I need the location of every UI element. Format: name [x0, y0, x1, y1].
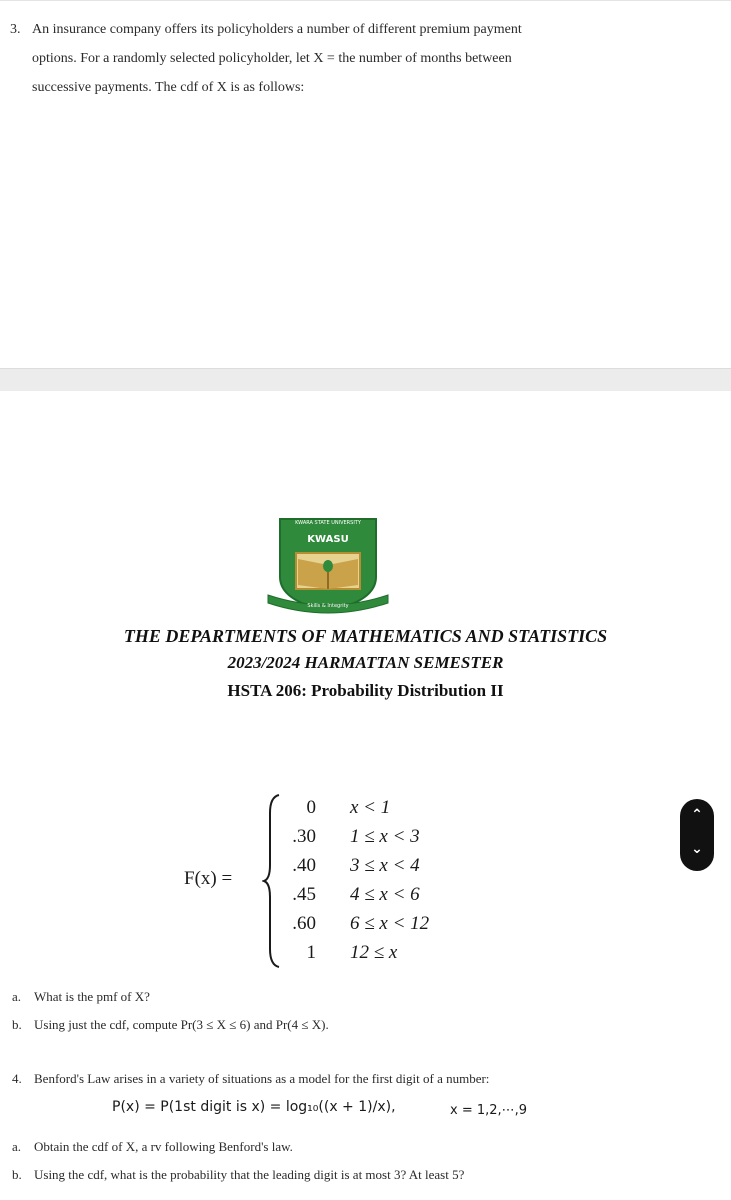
cdf-condition: 3 ≤ x < 4: [350, 855, 420, 876]
cdf-condition: 1 ≤ x < 3: [350, 826, 420, 847]
cdf-condition: 12 ≤ x: [350, 942, 398, 963]
cdf-value: .45: [292, 884, 316, 905]
question-text-line-2: options. For a randomly selected policyholder, let X = the number of months between: [32, 51, 512, 66]
question-text-line-1: An insurance company offers its policyholders a number of different premium payment: [32, 22, 522, 37]
cdf-value: .30: [292, 826, 316, 847]
svg-text:Skills & Integrity: Skills & Integrity: [307, 603, 349, 609]
cdf-lhs: F(x) =: [184, 868, 233, 889]
question-number: 3.: [10, 22, 21, 37]
cdf-equation: [184, 791, 484, 971]
chevron-down-icon[interactable]: ⌄: [691, 841, 703, 857]
cdf-value: 1: [306, 942, 316, 963]
cdf-value: .40: [292, 855, 316, 876]
course-title: HSTA 206: Probability Distribution II: [227, 681, 504, 700]
benford-formula: P(x) = P(1st digit is x) = log₁₀((x + 1)/x),: [112, 1099, 396, 1115]
question-3-part-b: b. Using just the cdf, compute Pr(3 ≤ X ≤ 6) and Pr(4 ≤ X).: [12, 1017, 329, 1032]
question-4: [12, 1071, 489, 1087]
document-page-top: [0, 0, 731, 369]
semester-title: 2023/2024 HARMATTAN SEMESTER: [227, 653, 504, 672]
cdf-condition: x < 1: [350, 797, 391, 818]
question-4-text: Benford's Law arises in a variety of situations as a model for the first digit of a number:: [34, 1071, 490, 1086]
cdf-value: .60: [292, 913, 316, 934]
cdf-condition: 6 ≤ x < 12: [350, 913, 430, 934]
document-page-bottom: [0, 391, 731, 1200]
cdf-value: 0: [306, 797, 316, 818]
svg-text:KWASU: KWASU: [307, 534, 349, 545]
page-separator: [0, 368, 731, 392]
benford-domain: x = 1,2,⋯,9: [450, 1103, 528, 1118]
cdf-condition: 4 ≤ x < 6: [350, 884, 420, 905]
svg-text:KWARA STATE UNIVERSITY: KWARA STATE UNIVERSITY: [295, 520, 361, 526]
kwasu-logo: [266, 515, 390, 619]
page-navigation-control[interactable]: [680, 799, 714, 871]
question-4-part-a: a. Obtain the cdf of X, a rv following Benford's law.: [12, 1139, 293, 1154]
question-3: [10, 15, 625, 102]
question-number: 4.: [12, 1071, 22, 1086]
question-4-part-b: b. Using the cdf, what is the probability that the leading digit is at most 3? At least 5?: [12, 1167, 465, 1182]
chevron-up-icon[interactable]: ⌃: [691, 807, 703, 823]
question-text-line-3: successive payments. The cdf of X is as follows:: [32, 80, 305, 95]
question-3-part-a: a. What is the pmf of X?: [12, 989, 150, 1004]
department-title: THE DEPARTMENTS OF MATHEMATICS AND STATISTICS: [123, 626, 608, 646]
